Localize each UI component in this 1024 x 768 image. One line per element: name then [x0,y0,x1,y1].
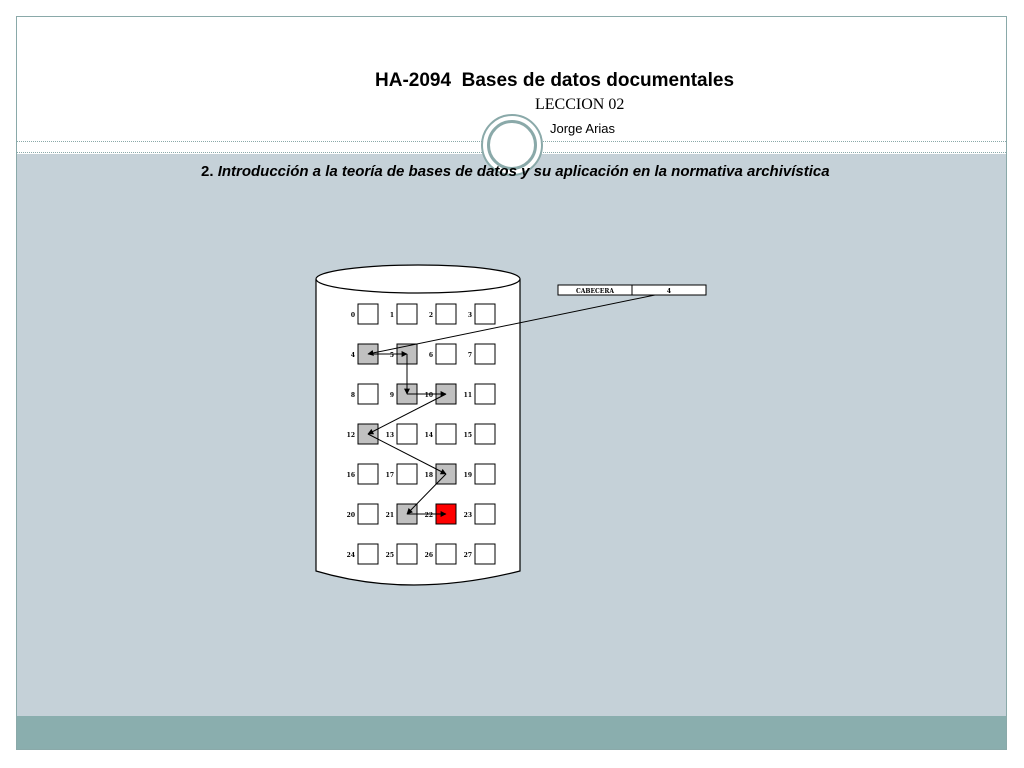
record-cell [358,544,378,564]
cell-number-label: 26 [424,552,433,559]
record-cell [358,304,378,324]
record-cell [358,384,378,404]
cell-number-label: 9 [389,392,394,399]
cell-number-label: 12 [346,432,355,439]
header-record [558,285,706,295]
cell-number-label: 24 [346,552,355,559]
cell-number-label: 18 [424,472,433,479]
record-cell [475,344,495,364]
record-cell [475,424,495,444]
section-subtitle [201,163,830,180]
record-cell [475,384,495,404]
record-cell [475,504,495,524]
cell-number-label: 14 [424,432,433,439]
record-cell [475,304,495,324]
lesson-label: LECCION 02 [535,96,625,113]
cell-number-label: 23 [463,512,472,519]
record-cell [436,424,456,444]
cell-number-label: 17 [385,472,394,479]
cell-number-label: 13 [385,432,394,439]
record-cell [397,464,417,484]
cell-number-label: 1 [389,312,394,319]
record-cell [475,464,495,484]
author-name: Jorge Arias [550,121,616,136]
record-cell [436,344,456,364]
cell-number-label: 16 [346,472,355,479]
header-record-label: CABECERA [575,288,615,295]
cell-number-label: 27 [463,552,472,559]
cell-number-label: 7 [467,352,472,359]
record-cell [436,544,456,564]
cell-number-label: 0 [350,312,355,319]
record-cell [436,304,456,324]
linked-list-diagram [300,255,720,595]
record-cell [397,544,417,564]
subtitle-text: Introducción a la teoría de bases de datos y su aplicación en la normativa archivística [217,163,830,180]
cell-number-label: 3 [467,312,472,319]
cell-number-label: 22 [424,512,433,519]
cell-number-label: 6 [428,352,433,359]
cell-number-label: 21 [385,512,394,519]
cell-number-label: 19 [463,472,472,479]
cell-number-label: 10 [424,392,433,399]
record-cell [358,464,378,484]
cell-number-label: 4 [350,352,355,359]
cell-number-label: 8 [350,392,355,399]
cell-number-label: 25 [385,552,394,559]
header-record-value: 4 [666,288,672,295]
cell-number-label: 15 [463,432,472,439]
record-cell [358,504,378,524]
slide-footer-bar [17,716,1006,749]
cell-number-label: 20 [346,512,355,519]
cell-number-label: 11 [463,392,472,399]
subtitle-number: 2. [201,163,214,180]
record-cell [475,544,495,564]
record-cell [397,304,417,324]
database-cylinder-top [316,265,520,293]
cell-number-label: 2 [428,312,433,319]
record-cell [397,424,417,444]
slide-title: HA-2094 Bases de datos documentales [375,70,735,91]
cell-number-label: 5 [389,352,394,359]
